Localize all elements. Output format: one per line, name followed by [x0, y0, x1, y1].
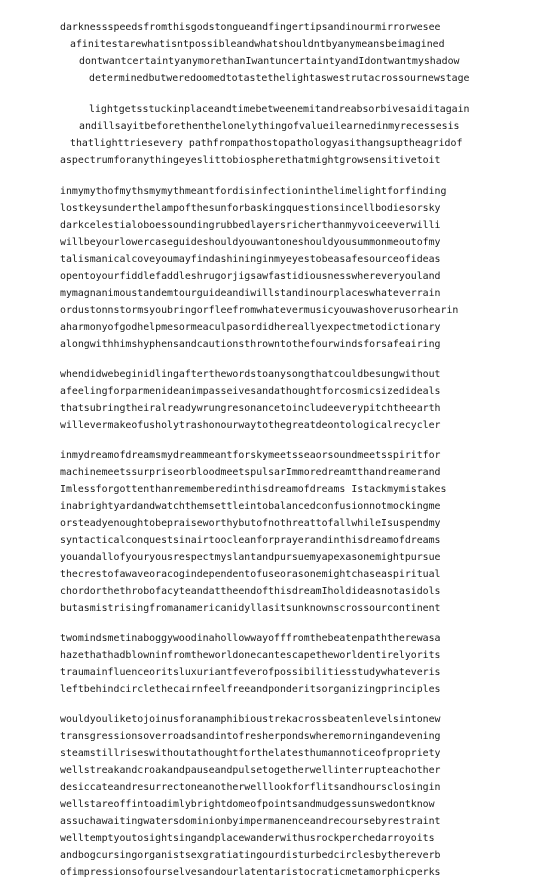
poem-line: wouldyouliketojoinusforanamphibioustrekacrossbeatenlevelsintonew: [60, 714, 441, 725]
poem-line: alongwithhimshyphensandcautionsthrowntothefourwindsforsafeairing: [60, 339, 441, 350]
poem-line: orsteadyenoughtobepraiseworthybutofnothreattofallwhileIsuspendmy: [60, 518, 441, 529]
poem-line: willbeyourlowercaseguideshouldyouwantoneshouldyousummonmeoutofmy: [60, 237, 441, 248]
poem-line: opentoyourfiddlefaddleshrugorjigsawfastidiousnesswhereveryouland: [60, 271, 441, 282]
poem-line: aharmonyofgodhelpmesormeaculpasordidhereallyexpectmetodictionary: [60, 322, 441, 333]
poem-line: machinemeetssurpriseorbloodmeetspulsarImmoredreamtthandreamerand: [60, 467, 441, 478]
poem-line: hazethathadblowninfromtheworldonecantescapetheworldentirelyorits: [60, 650, 441, 661]
poem-line: inmymythofmythsmymythmeantfordisinfectioninthelimelightforfinding: [60, 186, 447, 197]
poem-line: twomindsmetinaboggywoodinahollowwayofffromthebeatenpaththerewasa: [60, 633, 441, 644]
poem-line: afinitestarewhatisntpossibleandwhatshouldntbyanymeansbeimagined: [70, 39, 445, 50]
poem-line: lightgetsstuckinplaceandtimebetweenemitandreabsorbivesaiditagain: [89, 104, 470, 115]
poem-line: assuchawaitingwatersdominionbyimpermanenceandrecoursebyrestraint: [60, 816, 441, 827]
poem-line: willevermakeofusholytrashonourwaytothegreatdeontologicalrecycler: [60, 420, 441, 431]
poem-line: darkcelestialoboessoundingrubbedlayersricherthanmyvoiceeverwilli: [60, 220, 441, 231]
poem-line: wellstareoffintoadimlybrightdomeofpointsandmudgessunswedontknow: [60, 799, 435, 810]
poem-line: thatlighttriesevery pathfrompathostopathologyasithangsuptheagridof: [70, 138, 463, 149]
poem-line: Imlessforgottenthanrememberedinthisdreamofdreams Istackmymistakes: [60, 484, 447, 495]
poem-line: mymagnanimoustandemtourguideandiwillstandinourplaceswhateverrain: [60, 288, 441, 299]
poem-line: wellstreakandcroakandpauseandpulsetogetherwellinterrupteachother: [60, 765, 441, 776]
poem-line: traumainfluenceoritsluxuriantfeverofpossibilitiesstudywhateveris: [60, 667, 441, 678]
poem-line: ordustonnstormsyoubringorfleefromwhatevermusicyouwashoverusorhearin: [60, 305, 459, 316]
poem-line: dontwantcertaintyanymorethanIwantuncertaintyandIdontwantmyshadow: [79, 56, 460, 67]
poem-line: syntacticalconquestsinairtoocleanforprayerandinthisdreamofdreams: [60, 535, 441, 546]
poem-line: andillsayitbeforethenthelonelythingofvalueilearnedinmyrecessesis: [79, 121, 460, 132]
poem-line: thatsubringtheiralreadywrungresonancetoincludeeverypitchtheearth: [60, 403, 441, 414]
poem-line: desiccateandresurrectoneanotherwelllookforflitsandhoursclosingin: [60, 782, 441, 793]
poem-line: butasmistrisingfromanamericanidyllasitsunknownscrossourcontinent: [60, 603, 441, 614]
poem-line: thecrestofawaveoracogindependentofuseorasonemightchaseaspiritual: [60, 569, 441, 580]
poem-line: transgressionsoverroadsandintofresherpondswheremorningandevening: [60, 731, 441, 742]
poem-line: welltemptyoutosightsingandplacewanderwithusrockperchedarroyoits: [60, 833, 435, 844]
poem-line: steamstillriseswithoutathoughtforthelatesthumannoticeofpropriety: [60, 748, 441, 759]
poem-line: andbogcursingorganistsexgratiatingourdisturbedcirclesbythereverb: [60, 850, 441, 861]
poem-line: leftbehindcirclethecairnfeelfreeandponderitsorganizingprinciples: [60, 684, 441, 695]
poem-line: youandallofyouryousrespectmyslantandpursuemyapexasonemightpursue: [60, 552, 441, 563]
poem-line: chordorthethrobofacyteandattheendofthisdreamIholdideasnotasidols: [60, 586, 441, 597]
poem-line: ofimpressionsofourselvesandourlatentaristocraticmetamorphicperks: [60, 867, 441, 878]
poem-line: whendidwebeginidlingafterthewordstoanysongthatcouldbesungwithout: [60, 369, 441, 380]
poem-line: inmydreamofdreamsmydreammeantforskymeetsseaorsoundmeetsspiritfor: [60, 450, 441, 461]
poem-line: darknessspeedsfromthisgodstongueandfingertipsandinourmirrorwesee: [60, 22, 441, 33]
poem-line: lostkeysunderthelampofthesunforbaskingquestionsincellbodiesorsky: [60, 203, 441, 214]
poem-line: talismanicalcoveyoumayfindashininginmyeyestobeasafesourceofideas: [60, 254, 441, 265]
poem-line: determinedbutweredoomedtotastethelightaswestrutacrossournewstage: [89, 73, 470, 84]
poem-line: inabrightyardandwatchthemsettleintobalancedconfusionnotmockingme: [60, 501, 441, 512]
poem-line: aspectrumforanythingeyeslittobiospherethatmightgrowsensitivetoit: [60, 155, 441, 166]
poem-line: afeelingforparmenideanimpasseivesandathoughtforcosmicsizedideals: [60, 386, 441, 397]
